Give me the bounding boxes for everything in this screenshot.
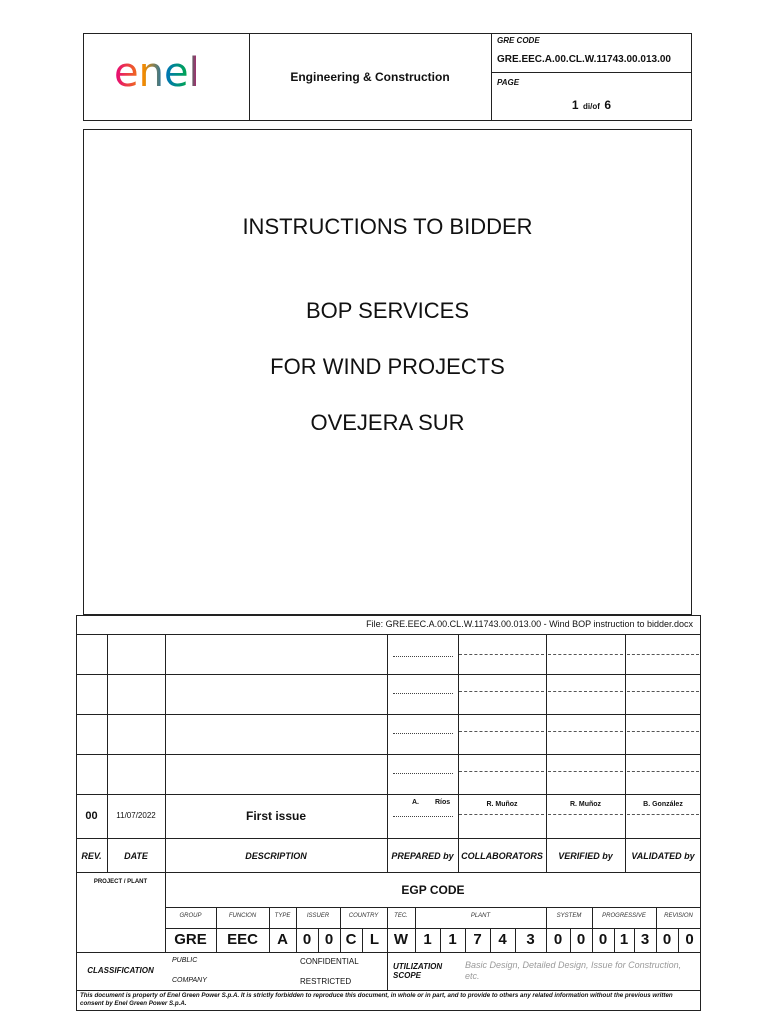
classification-company: COMPANY	[172, 977, 207, 984]
classification-public: PUBLIC	[172, 957, 198, 964]
footer-notice: This document is property of Enel Green Power S.p.A. It is strictly forbidden to reproduce this document, in whole or in part, and to provide to others any related information without the previous written consent by Enel Green Power S.p.A.	[80, 992, 673, 1007]
field-label-system: SYSTEM	[556, 913, 582, 919]
page-indicator	[491, 96, 692, 114]
gre-code-label: GRE CODE	[497, 36, 540, 45]
code-country-1: C	[345, 931, 357, 948]
code-country-2: L	[369, 931, 380, 948]
cover-subtitle-3: OVEJERA SUR	[310, 410, 465, 435]
code-system-2: 0	[576, 931, 586, 948]
field-label-group: GROUP	[179, 913, 202, 919]
logo-text: enel	[114, 50, 200, 96]
page-number: 1	[571, 98, 579, 112]
field-label-issuer: ISSUER	[306, 913, 330, 919]
classification-confidential: CONFIDENTIAL	[300, 957, 359, 966]
header-collaborators: COLLABORATORS	[461, 851, 543, 861]
cover-subtitle-1: BOP SERVICES	[305, 298, 470, 323]
field-label-country: COUNTRY	[348, 913, 379, 919]
code-revision-2: 0	[685, 931, 694, 948]
gre-code-value: GRE.EEC.A.00.CL.W.11743.00.013.00	[497, 54, 671, 65]
rev-date: 11/07/2022	[116, 811, 156, 820]
rev-number: 00	[85, 810, 98, 822]
code-progressive-3: 3	[640, 931, 650, 948]
collaborators-name: R. Muñoz	[486, 801, 518, 808]
field-label-revision: REVISION	[664, 913, 693, 919]
classification-label: CLASSIFICATION	[87, 966, 154, 975]
header-prepared-by: PREPARED by	[391, 851, 454, 861]
code-issuer-2: 0	[324, 931, 334, 948]
page-label: PAGE	[497, 78, 520, 87]
utilization-value: Basic Design, Detailed Design, Issue for Construction, etc.	[465, 960, 682, 981]
code-funcion: EEC	[227, 931, 258, 948]
utilization-label-1: UTILIZATION	[393, 962, 443, 971]
header-description: DESCRIPTION	[245, 851, 307, 861]
classification-restricted: RESTRICTED	[300, 977, 352, 986]
field-label-tec: TEC.	[394, 913, 408, 919]
cover-subtitle-2: FOR WIND PROJECTS	[270, 354, 505, 379]
project-plant-label: PROJECT / PLANT	[93, 879, 148, 885]
validated-by-name: B. González	[643, 801, 683, 808]
code-plant-2: 1	[448, 931, 457, 948]
field-label-plant: PLANT	[470, 913, 491, 919]
utilization-label-2: SCOPE	[393, 971, 422, 980]
code-tec: W	[393, 931, 409, 948]
cover-title: INSTRUCTIONS TO BIDDER	[242, 214, 533, 239]
code-revision-1: 0	[662, 931, 672, 948]
page-total: 6	[604, 98, 612, 112]
code-plant-3: 7	[473, 931, 482, 948]
code-issuer-1: 0	[302, 931, 312, 948]
code-plant-5: 3	[526, 931, 535, 948]
enel-logo	[112, 48, 222, 96]
code-type: A	[277, 931, 288, 948]
egp-code-label: EGP CODE	[401, 883, 465, 897]
field-label-progressive: PROGRESSIVE	[602, 913, 646, 919]
page-of: di/of	[583, 102, 600, 111]
prepared-by-initial: A.	[412, 799, 419, 806]
company-unit: Engineering & Construction	[290, 70, 450, 84]
header-rev: REV.	[81, 851, 102, 861]
code-progressive-1: 0	[598, 931, 608, 948]
code-progressive-2: 1	[619, 931, 629, 948]
header-validated-by: VALIDATED by	[631, 851, 695, 861]
code-plant-1: 1	[423, 931, 432, 948]
prepared-by-name: Ríos	[435, 799, 451, 806]
header-verified-by: VERIFIED by	[558, 851, 613, 861]
field-label-funcion: FUNCION	[228, 913, 257, 919]
file-line: File: GRE.EEC.A.00.CL.W.11743.00.013.00 - Wind BOP instruction to bidder.docx	[366, 619, 693, 629]
verified-by-name: R. Muñoz	[569, 801, 602, 808]
rev-description: First issue	[245, 809, 307, 823]
code-system-1: 0	[553, 931, 563, 948]
code-group: GRE	[174, 931, 207, 948]
field-label-type: TYPE	[274, 913, 291, 919]
code-plant-4: 4	[498, 931, 507, 948]
header-date: DATE	[124, 851, 148, 861]
